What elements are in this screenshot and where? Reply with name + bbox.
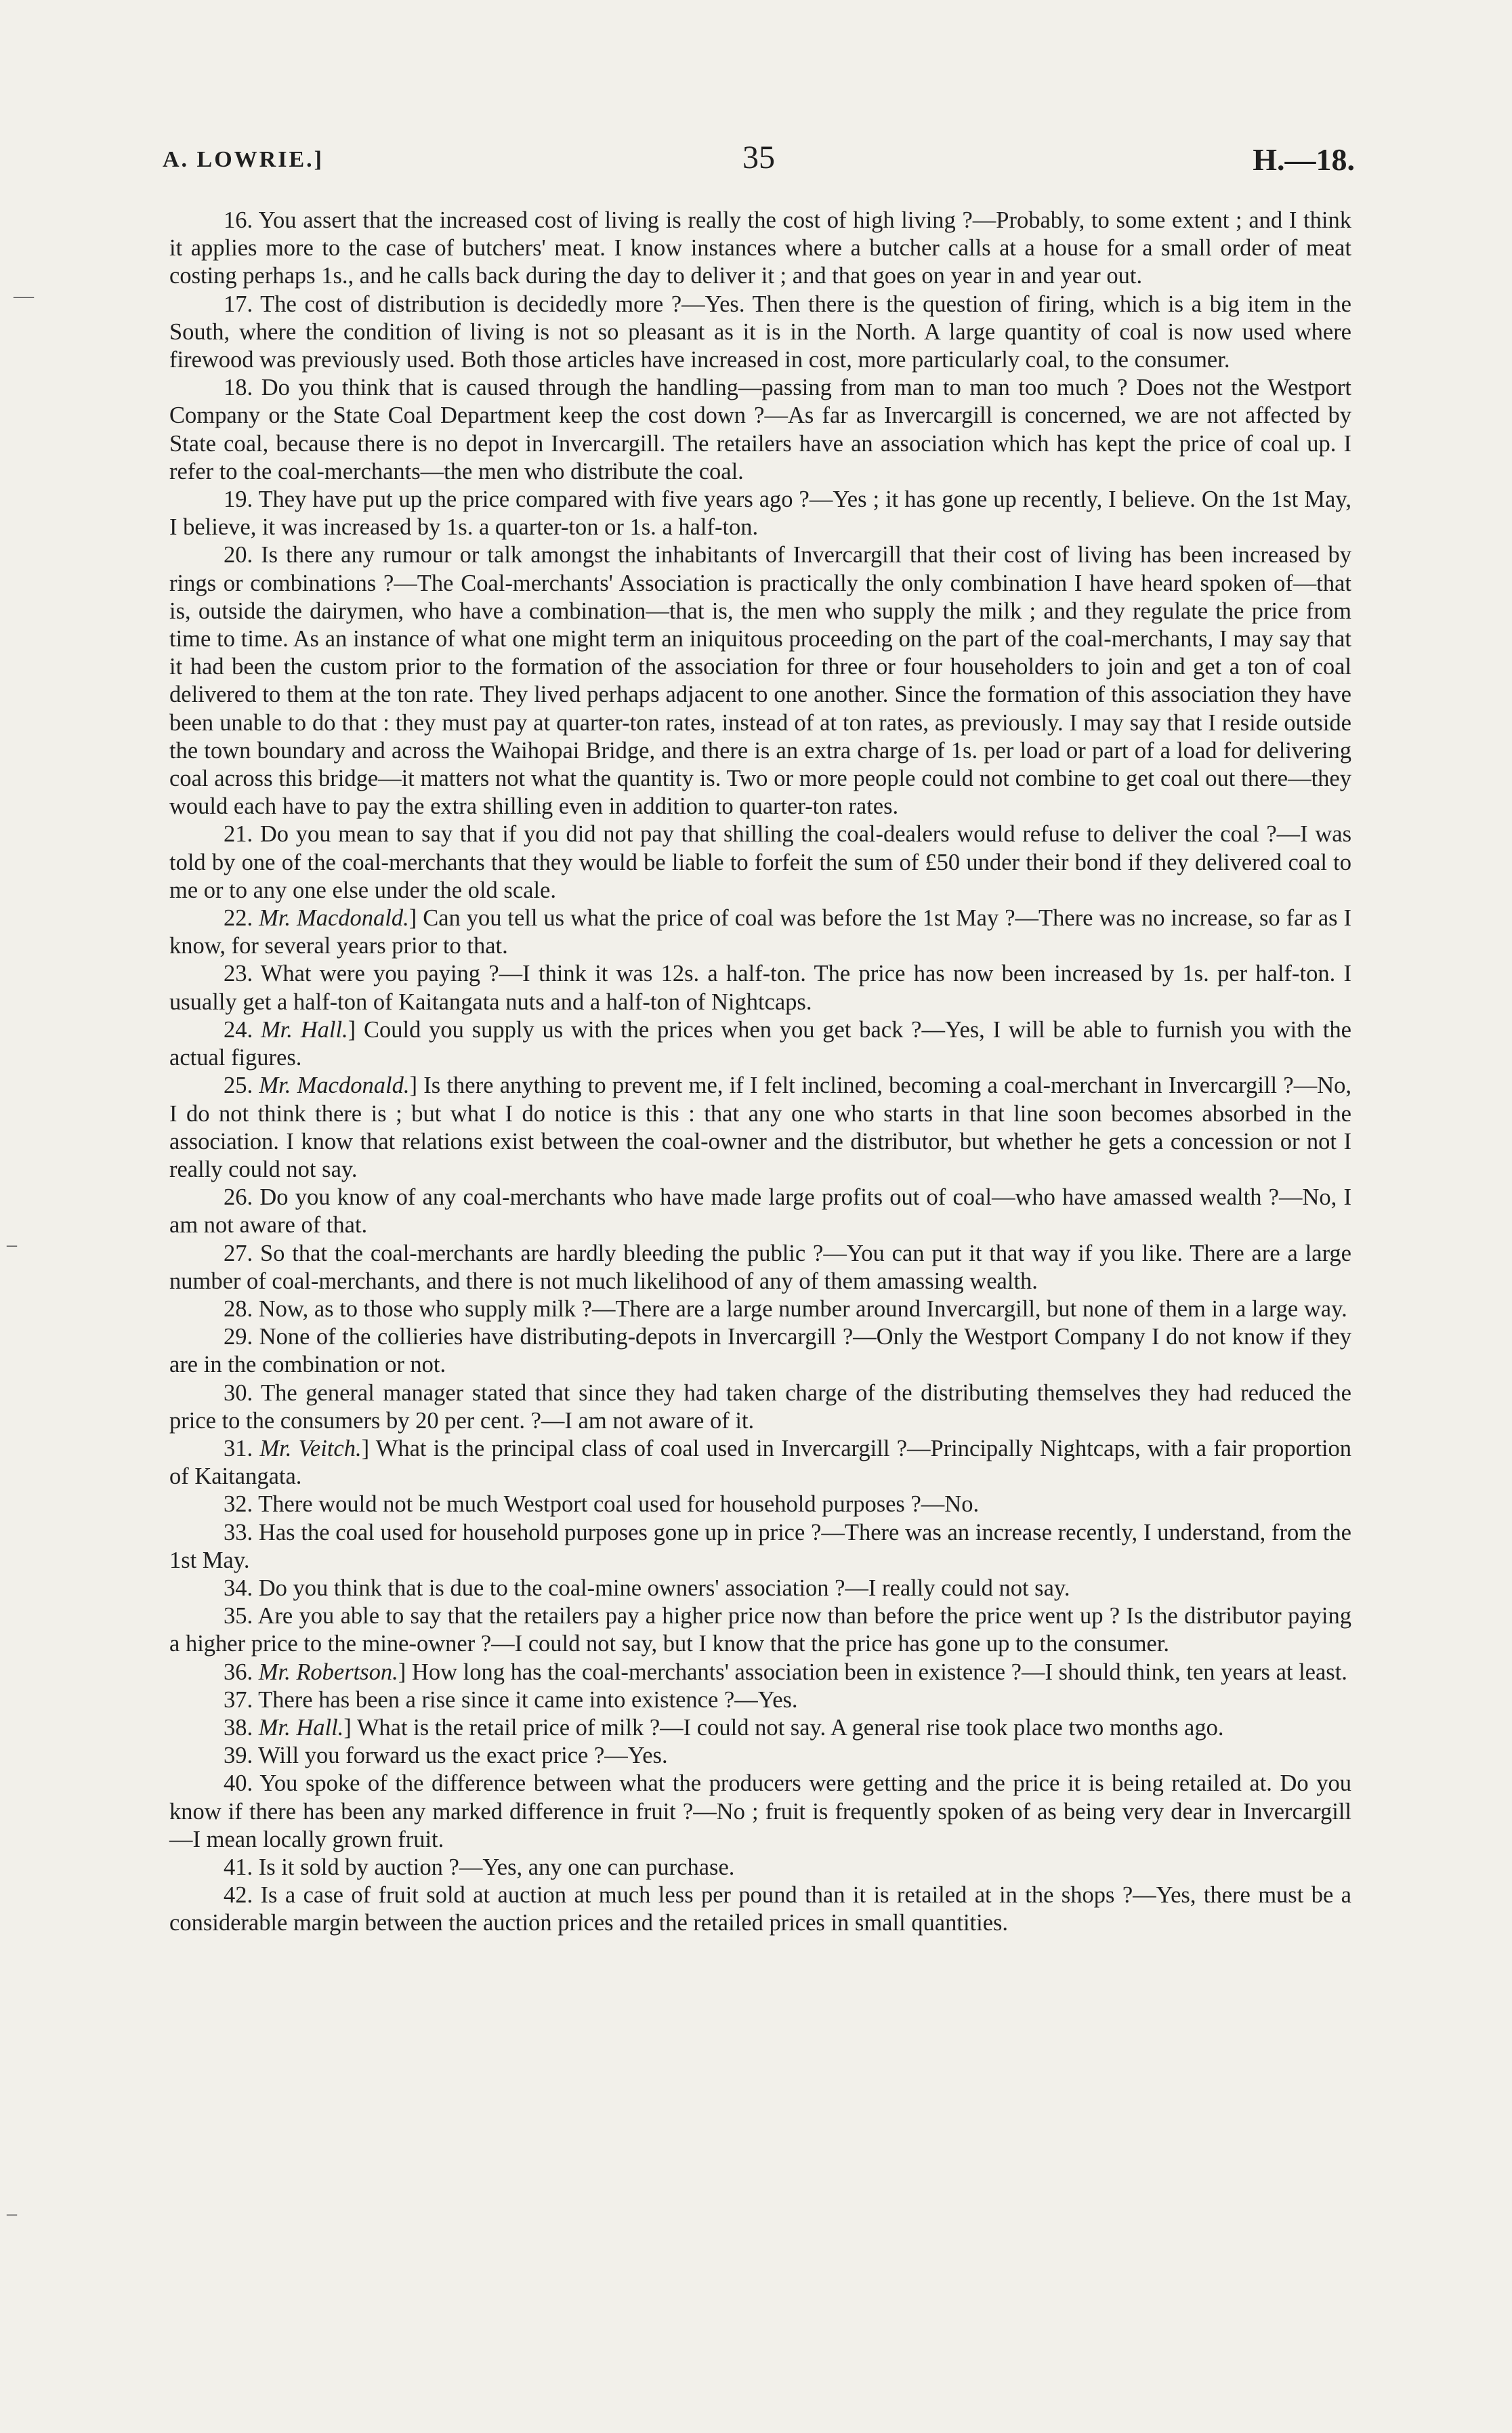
question-number: 25. (224, 1073, 253, 1099)
question-paragraph (169, 904, 1351, 960)
question-answer-text: Is it sold by auction ?—Yes, any one can purchase. (258, 1854, 735, 1880)
margin-mark: — (14, 285, 34, 307)
speaker-name: Mr. Hall. (260, 1016, 348, 1043)
question-paragraph (169, 1742, 1351, 1770)
question-answer-text: The cost of distribution is decidedly more ?—Yes. Then there is the question of firing, which is a big item in the South, where the condition of living is not so pleasant as it is in the North. A large quantity of coal is now used where firewood was previously used. Both those articles have increased in cost, more particularly coal, to the consumer. (169, 291, 1351, 373)
question-answer-text: Now, as to those who supply milk ?—There are a large number around Invercargill, but none of them in a large way. (258, 1295, 1347, 1322)
question-paragraph (169, 1435, 1351, 1491)
question-number: 21. (224, 821, 253, 848)
question-answer-text: How long has the coal-merchants' association been in existence ?—I should think, ten years at least. (411, 1659, 1347, 1685)
document-reference: H.—18. (1253, 142, 1355, 177)
question-number: 16. (224, 207, 253, 233)
question-answer-text: Do you know of any coal-merchants who have made large profits out of coal—who have amassed wealth ?—No, I am not aware of that. (169, 1184, 1351, 1239)
question-answer-text: Is there anything to prevent me, if I felt inclined, becoming a coal-merchant in Invercargill ?—No, I do not think there is ; but what I do notice is this : that any one who starts in that line soon becomes absorbed in the association. I know that relations exist between the coal-owner and the distributor, but whether he gets a concession or not I really could not say. (169, 1073, 1352, 1182)
question-number: 22. (224, 905, 253, 932)
question-paragraph (169, 1295, 1351, 1323)
question-paragraph (169, 1575, 1351, 1602)
question-answer-text: So that the coal-merchants are hardly bleeding the public ?—You can put it that way if you like. There are a large number of coal-merchants, and there is not much likelihood of any of them amassing wealth. (169, 1240, 1351, 1294)
question-paragraph (169, 1184, 1351, 1239)
speaker-name: Mr. Hall. (258, 1714, 344, 1741)
question-paragraph (169, 486, 1351, 541)
page-number: 35 (742, 140, 775, 175)
question-answer-text: There has been a rise since it came into existence ?—Yes. (258, 1686, 798, 1713)
speaker-name: Mr. Macdonald. (259, 1073, 410, 1099)
question-number: 32. (224, 1491, 253, 1518)
question-number: 41. (224, 1854, 253, 1880)
question-answer-text: Could you supply us with the prices when you get back ?—Yes, I will be able to furnish you with the actual figures. (169, 1016, 1351, 1071)
speaker-bracket: ] (398, 1659, 412, 1685)
question-number: 38. (224, 1714, 253, 1741)
speaker-bracket: ] (348, 1016, 364, 1043)
question-answer-text: You spoke of the difference between what the producers were getting and the price it is being retailed at. Do you know if there has been any marked difference in fruit ?—No ; fruit is frequently spoken of as being very dear in Invercargill—I mean locally grown fruit. (169, 1770, 1351, 1852)
speaker-name: Mr. Robertson. (258, 1659, 398, 1685)
question-paragraph (169, 1072, 1351, 1184)
margin-mark: – (7, 1233, 17, 1255)
witness-name-header: A. LOWRIE.] (163, 147, 324, 172)
question-number: 29. (224, 1324, 253, 1350)
question-number: 28. (224, 1295, 253, 1322)
question-answer-text: Do you think that is caused through the handling—passing from man to man too much ? Does not the Westport Company or the State Coal Department keep the cost down ?—As far as Invercargill is concerned, we are not affected by State coal, because there is no depot in Invercargill. The retailers have an association which has kept the price of coal up. I refer to the coal-merchants—the men who distribute the coal. (169, 375, 1352, 484)
question-number: 20. (224, 542, 253, 568)
question-paragraph (169, 960, 1351, 1016)
question-number: 42. (224, 1882, 253, 1909)
speaker-bracket: ] (343, 1714, 357, 1741)
question-answer-text: Will you forward us the exact price ?—Yes. (258, 1743, 668, 1769)
question-answer-text: Has the coal used for household purposes gone up in price ?—There was an increase recently, I understand, from the 1st May. (169, 1519, 1351, 1573)
margin-mark: – (7, 2202, 17, 2224)
question-answer-text: You assert that the increased cost of living is really the cost of high living ?—Probably, to some extent ; and I think it applies more to the case of butchers' meat. I know instances where a butcher calls at a house for a small order of meat costing perhaps 1s., and he calls back during the day to deliver it ; and that goes on year in and year out. (169, 207, 1351, 289)
question-answer-text: The general manager stated that since they had taken charge of the distributing themselves they had reduced the price to the consumers by 20 per cent. ?—I am not aware of it. (169, 1379, 1351, 1434)
question-answer-text: Is there any rumour or talk amongst the inhabitants of Invercargill that their cost of living has been increased by rings or combinations ?—The Coal-merchants' Association is practically the only combination I have heard spoken of—that is, outside the dairymen, who have a combination—that is, the men who supply the milk ; and they regulate the price from time to time. As an instance of what one might term an iniquitous proceeding on the part of the coal-merchants, I may say that it had been the custom prior to the formation of the association for three or four householders to join and get a ton of coal delivered to them at the ton rate. They lived perhaps adjacent to one another. Since the formation of this association they have been unable to do that : they must pay at quarter-ton rates, instead of at ton rates, as previously. I may say that I reside outside the town boundary and across the Waihopai Bridge, and there is an extra charge of 1s. per load or part of a load for delivering coal across this bridge—it matters not what the quantity is. Two or more people could not combine to get coal out there—they would each have to pay the extra shilling even in addition to quarter-ton rates. (169, 542, 1352, 820)
question-number: 33. (224, 1519, 253, 1545)
question-paragraph (169, 1519, 1351, 1575)
question-answer-text: Is a case of fruit sold at auction at much less per pound than it is retailed at in the shops ?—Yes, there must be a considerable margin between the auction prices and the retailed prices in small quantities. (169, 1882, 1351, 1936)
question-number: 24. (224, 1016, 253, 1043)
question-number: 30. (224, 1379, 253, 1406)
question-paragraph (169, 291, 1351, 375)
question-number: 35. (224, 1603, 253, 1629)
question-number: 31. (224, 1435, 253, 1461)
question-answer-text: Do you think that is due to the coal-mine owners' association ?—I really could not say. (258, 1575, 1070, 1601)
question-answer-text: None of the collieries have distributing-depots in Invercargill ?—Only the Westport Company I do not know if they are in the combination or not. (169, 1324, 1351, 1378)
question-paragraph (169, 1854, 1351, 1881)
question-paragraph (169, 1659, 1351, 1686)
question-number: 37. (224, 1686, 253, 1713)
question-paragraph (169, 1491, 1351, 1518)
question-answer-text: Are you able to say that the retailers pay a higher price now than before the price went up ? Is the distributor paying a higher price to the mine-owner ?—I could not say, but I know that the price has gone up to the consumer. (169, 1603, 1351, 1657)
question-number: 18. (224, 375, 253, 401)
question-number: 27. (224, 1240, 253, 1266)
question-paragraph (169, 541, 1351, 820)
question-number: 17. (224, 291, 253, 317)
speaker-name: Mr. Veitch. (259, 1435, 362, 1461)
question-answer-text: What were you paying ?—I think it was 12s. a half-ton. The price has now been increased by 1s. per half-ton. I usually get a half-ton of Kaitangata nuts and a half-ton of Nightcaps. (169, 961, 1351, 1015)
question-number: 19. (224, 486, 253, 513)
speaker-bracket: ] (408, 905, 423, 932)
question-answer-text: Do you mean to say that if you did not pay that shilling the coal-dealers would refuse to deliver the coal ?—I was told by one of the coal-merchants that they would be liable to forfeit the sum of £50 under their bond if they delivered coal to me or to any one else under the old scale. (169, 821, 1351, 903)
question-paragraph (169, 1240, 1351, 1295)
question-answer-text: What is the principal class of coal used in Invercargill ?—Principally Nightcaps, with a fair proportion of Kaitangata. (169, 1435, 1351, 1490)
question-number: 23. (224, 961, 253, 987)
question-paragraph (169, 1881, 1351, 1937)
question-paragraph (169, 374, 1351, 486)
question-paragraph (169, 820, 1351, 904)
question-number: 40. (224, 1770, 253, 1797)
question-paragraph (169, 1323, 1351, 1379)
question-number: 39. (224, 1743, 253, 1769)
question-number: 34. (224, 1575, 253, 1601)
question-paragraph (169, 1686, 1351, 1714)
question-number: 36. (224, 1659, 253, 1685)
question-number: 26. (224, 1184, 253, 1211)
page-header (163, 139, 1355, 186)
question-paragraph (169, 1714, 1351, 1742)
question-paragraph (169, 1602, 1351, 1658)
speaker-bracket: ] (361, 1435, 376, 1461)
question-answer-text: Can you tell us what the price of coal was before the 1st May ?—There was no increase, so far as I know, for several years prior to that. (169, 905, 1352, 959)
question-paragraph (169, 1016, 1351, 1072)
question-answer-text: What is the retail price of milk ?—I could not say. A general rise took place two months ago. (356, 1714, 1224, 1741)
question-paragraph (169, 207, 1351, 291)
question-answer-text: There would not be much Westport coal used for household purposes ?—No. (258, 1491, 980, 1518)
testimony-body (169, 207, 1351, 1938)
question-paragraph (169, 1770, 1351, 1854)
question-answer-text: They have put up the price compared with five years ago ?—Yes ; it has gone up recently, I believe. On the 1st May, I believe, it was increased by 1s. a quarter-ton or 1s. a half-ton. (169, 486, 1351, 541)
speaker-bracket: ] (409, 1073, 424, 1099)
question-paragraph (169, 1379, 1351, 1435)
speaker-name: Mr. Macdonald. (259, 905, 409, 932)
